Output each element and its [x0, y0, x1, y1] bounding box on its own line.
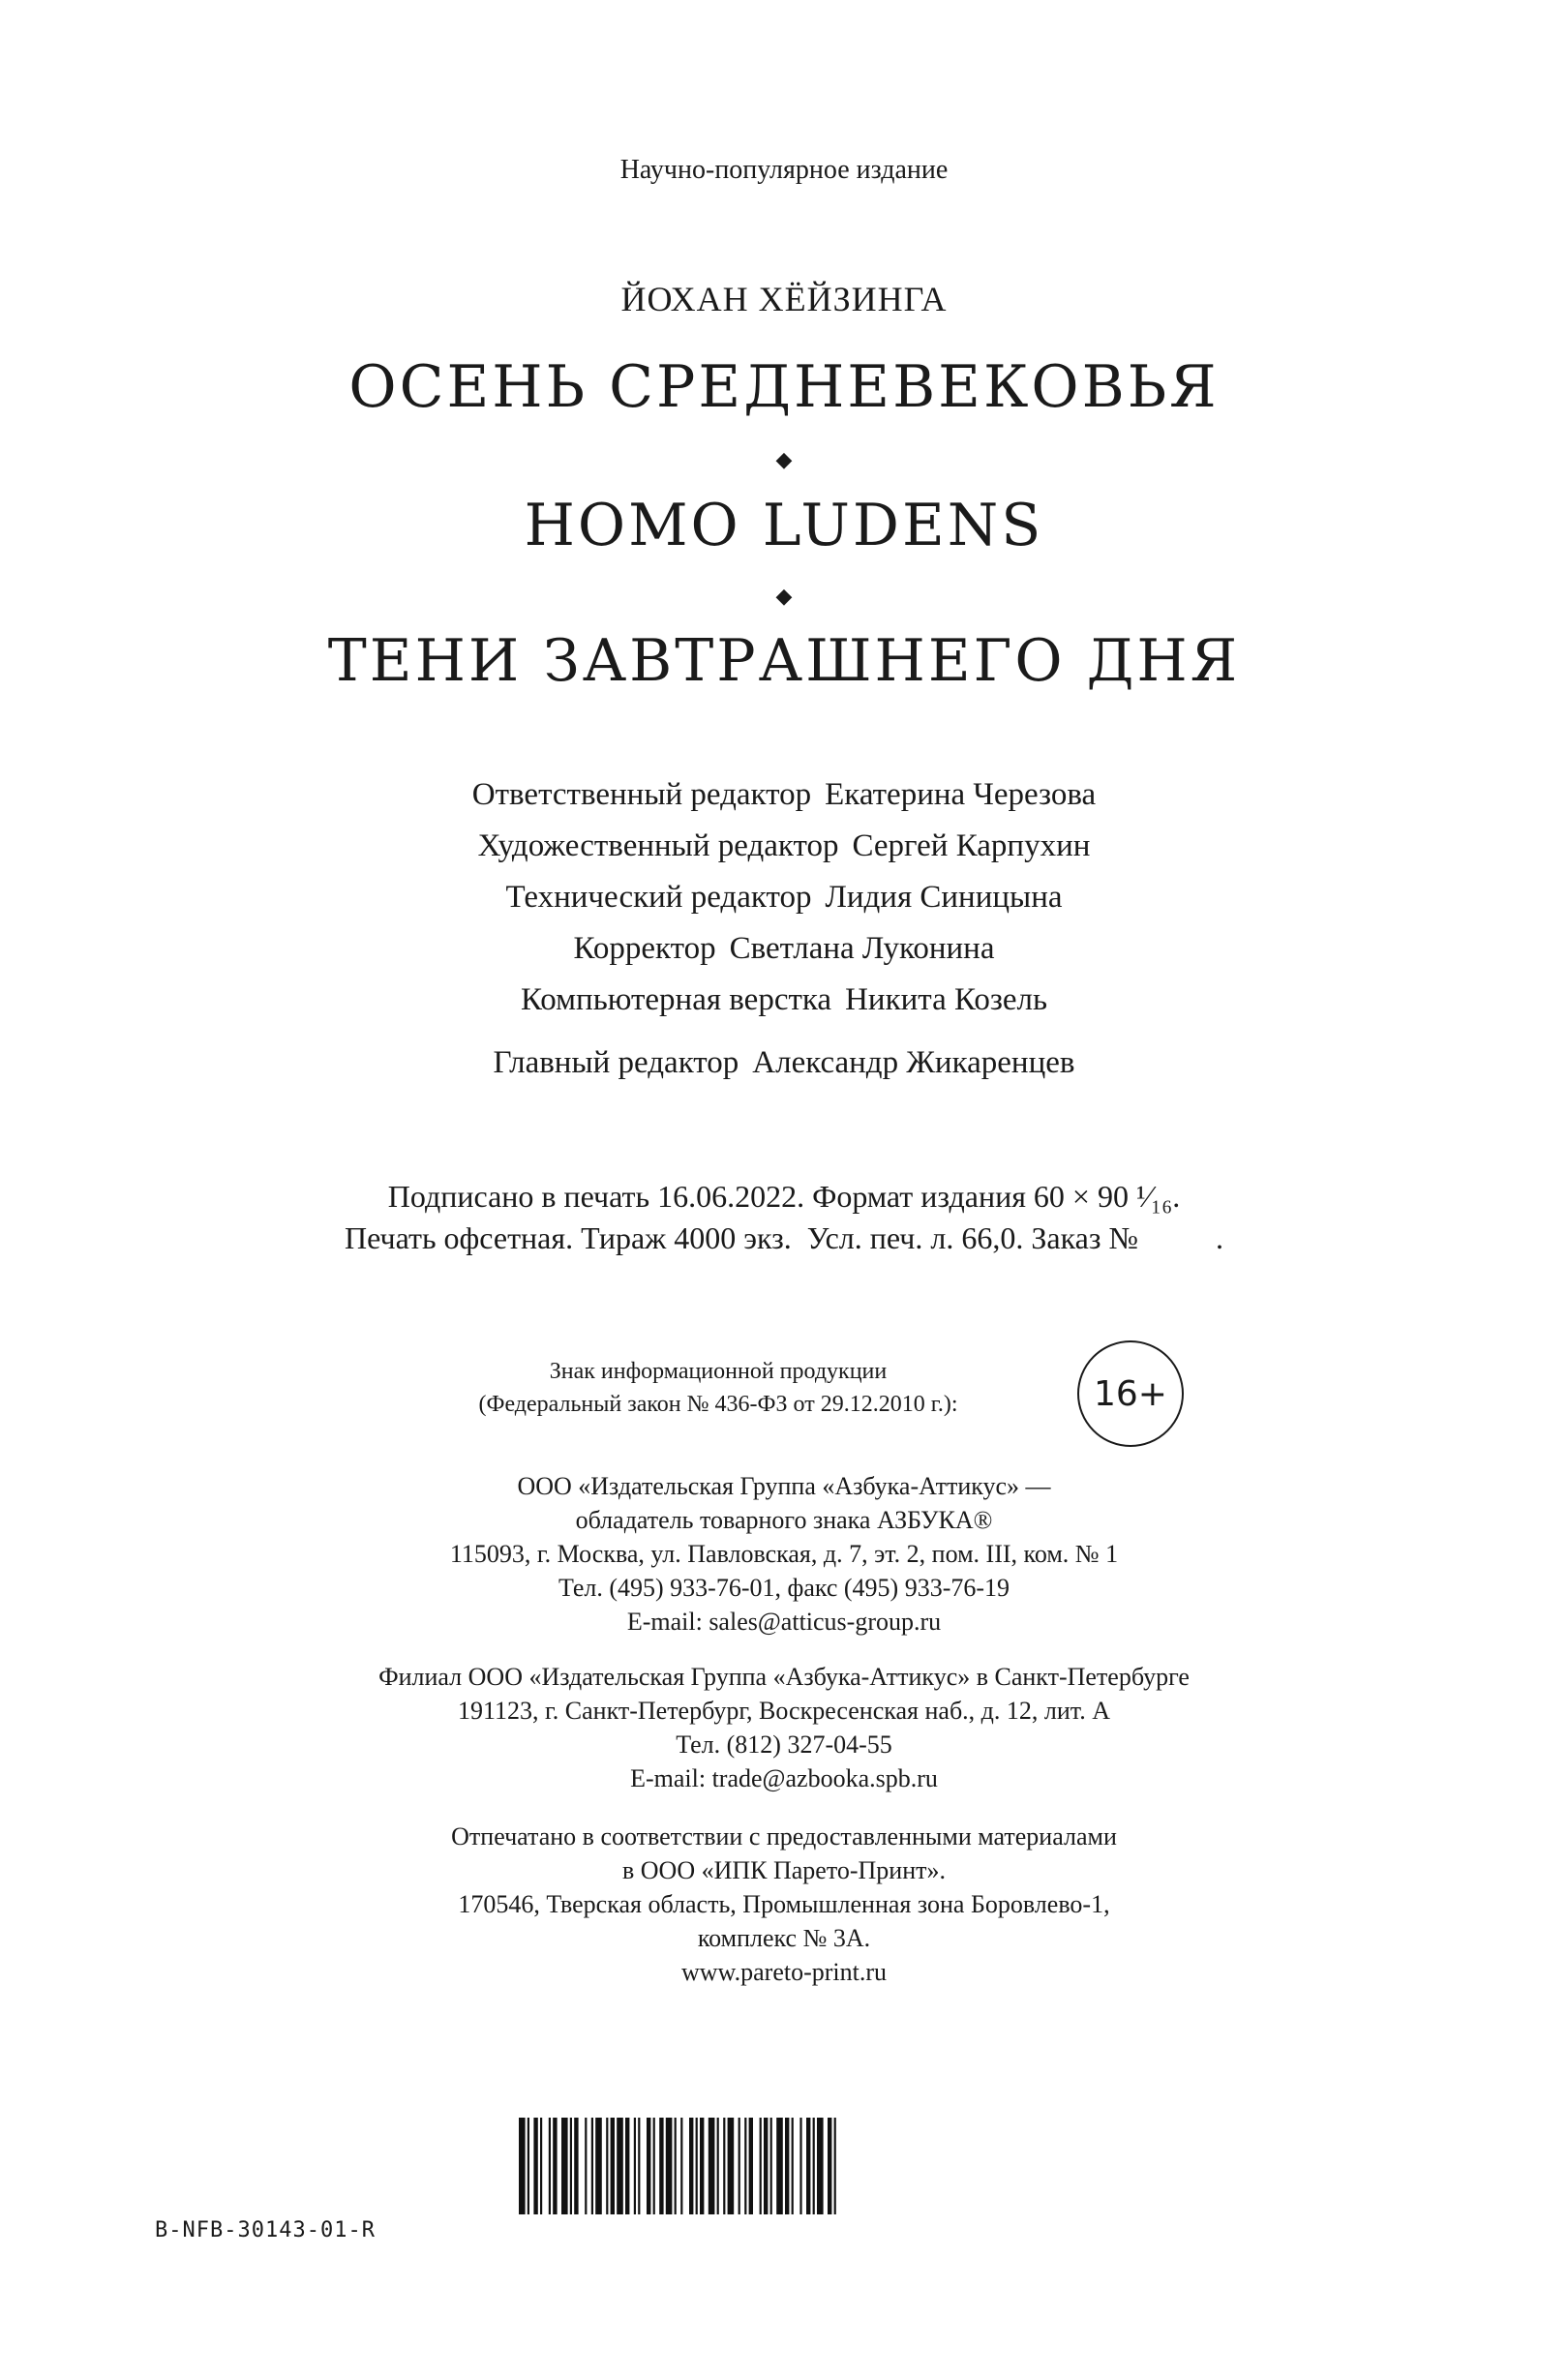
barcode-bar	[659, 2118, 663, 2214]
barcode-bar	[709, 2118, 715, 2214]
credit-line	[0, 821, 1568, 872]
barcode-bar	[828, 2118, 831, 2214]
barcode-bar	[540, 2118, 542, 2214]
chief-editor-line	[0, 1045, 1568, 1081]
printer-line: 170546, Тверская область, Промышленная зона Боровлево-1,	[458, 1890, 1110, 1918]
publisher-block	[0, 1469, 1568, 1639]
barcode-bar	[760, 2118, 762, 2214]
barcode-bar	[792, 2118, 794, 2214]
barcode-bar	[739, 2118, 740, 2214]
print-info-line-2: Печать офсетная. Тираж 4000 экз. Усл. печ. л. 66,0. Заказ № .	[344, 1220, 1224, 1255]
barcode-bar	[744, 2118, 746, 2214]
info-label-line-1: Знак информационной продукции	[549, 1359, 888, 1384]
barcode-bar	[666, 2118, 673, 2214]
barcode-bar	[533, 2118, 537, 2214]
barcode-bar	[611, 2118, 615, 2214]
barcode-bar	[776, 2118, 783, 2214]
printer-line: комплекс № 3А.	[697, 1924, 871, 1952]
edition-type: Научно-популярное издание	[619, 155, 949, 185]
chief-editor-name: Александр Жикаренцев	[752, 1045, 1075, 1080]
barcode-bar	[574, 2118, 578, 2214]
credit-line	[0, 872, 1568, 923]
barcode-bar	[770, 2118, 772, 2214]
publisher-line: 115093, г. Москва, ул. Павловская, д. 7, эт. 2, пом. III, ком. № 1	[449, 1540, 1119, 1568]
book-title-2: HOMO LUDENS	[524, 492, 1044, 559]
printer-line: Отпечатано в соответствии с предоставленными материалами	[451, 1822, 1117, 1850]
book-title-1: ОСЕНЬ СРЕДНЕВЕКОВЬЯ	[348, 353, 1220, 421]
credit-line	[0, 975, 1568, 1026]
publisher-line: ООО «Издательская Группа «Азбука-Аттикус» —	[517, 1472, 1051, 1500]
credit-person: Светлана Луконина	[729, 931, 995, 966]
credit-person: Лидия Синицына	[825, 880, 1063, 915]
barcode-bar	[553, 2118, 557, 2214]
barcode-bar	[617, 2118, 623, 2214]
branch-email: E-mail: trade@azbooka.spb.ru	[630, 1764, 938, 1792]
barcode-icon	[519, 2118, 1049, 2214]
credit-role: Компьютерная верстка	[520, 982, 832, 1017]
chief-editor-role: Главный редактор	[493, 1045, 739, 1080]
credit-role: Ответственный редактор	[471, 777, 812, 812]
info-label-line-2: (Федеральный закон № 436-ФЗ от 29.12.2010 г.):	[478, 1392, 958, 1417]
printer-block	[0, 1820, 1568, 1989]
credit-person: Никита Козель	[845, 982, 1048, 1017]
barcode-bar	[653, 2118, 655, 2214]
credit-role: Художественный редактор	[477, 828, 839, 863]
info-product-label	[399, 1355, 1038, 1421]
barcode-bar	[585, 2118, 587, 2214]
barcode-bar	[834, 2118, 836, 2214]
diamond-separator-icon: ◆	[775, 447, 793, 471]
barcode-bar	[561, 2118, 568, 2214]
barcode-bar	[625, 2118, 629, 2214]
barcode-bar	[647, 2118, 650, 2214]
credit-line	[0, 923, 1568, 975]
credits-list	[0, 769, 1568, 1026]
author-name: ЙОХАН ХЁЙЗИНГА	[620, 280, 948, 318]
barcode-bar	[606, 2118, 608, 2214]
barcode-bar	[696, 2118, 698, 2214]
printer-website: www.pareto-print.ru	[680, 1958, 888, 1986]
barcode-bar	[749, 2118, 753, 2214]
barcode-bar	[700, 2118, 704, 2214]
diamond-separator-icon: ◆	[775, 584, 793, 608]
age-rating-badge: 16+	[1077, 1340, 1184, 1447]
barcode-bar	[717, 2118, 719, 2214]
barcode-bar	[813, 2118, 815, 2214]
print-info-line-1: Подписано в печать 16.06.2022. Формат издания 60 × 90 ¹⁄₁₆.	[387, 1179, 1181, 1214]
credit-person: Екатерина Черезова	[825, 777, 1097, 812]
barcode-bar	[549, 2118, 551, 2214]
barcode-bar	[591, 2118, 593, 2214]
barcode-bar	[723, 2118, 725, 2214]
credit-person: Сергей Карпухин	[852, 828, 1091, 863]
barcode-bar	[806, 2118, 810, 2214]
barcode-bar	[528, 2118, 529, 2214]
publisher-line: Тел. (495) 933-76-01, факс (495) 933-76-19	[558, 1574, 1010, 1602]
book-title-3: ТЕНИ ЗАВТРАШНЕГО ДНЯ	[327, 627, 1241, 695]
printer-line: в ООО «ИПК Парето-Принт».	[621, 1856, 946, 1884]
barcode-bar	[570, 2118, 572, 2214]
barcode-bar	[689, 2118, 693, 2214]
barcode-bar	[785, 2118, 789, 2214]
print-info	[0, 1176, 1568, 1259]
branch-line: Тел. (812) 327-04-55	[676, 1730, 892, 1759]
barcode-bar	[817, 2118, 824, 2214]
barcode-bars	[519, 2118, 1049, 2214]
publisher-email: E-mail: sales@atticus-group.ru	[626, 1608, 942, 1636]
barcode-bar	[595, 2118, 602, 2214]
barcode-bar	[799, 2118, 801, 2214]
branch-line: 191123, г. Санкт-Петербург, Воскресенская наб., д. 12, лит. А	[458, 1697, 1110, 1725]
barcode-bar	[675, 2118, 677, 2214]
branch-line: Филиал ООО «Издательская Группа «Азбука-Аттикус» в Санкт-Петербурге	[378, 1663, 1190, 1691]
barcode-bar	[764, 2118, 768, 2214]
publisher-line: обладатель товарного знака АЗБУКА®	[575, 1506, 993, 1534]
credit-role: Технический редактор	[505, 880, 812, 915]
barcode-bar	[680, 2118, 682, 2214]
barcode-bar	[638, 2118, 640, 2214]
barcode-bar	[634, 2118, 636, 2214]
branch-block	[0, 1660, 1568, 1795]
credit-role: Корректор	[573, 931, 716, 966]
barcode-bar	[519, 2118, 526, 2214]
barcode-text: B-NFB-30143-01-R	[155, 2218, 376, 2242]
credit-line	[0, 769, 1568, 821]
barcode-bar	[728, 2118, 735, 2214]
